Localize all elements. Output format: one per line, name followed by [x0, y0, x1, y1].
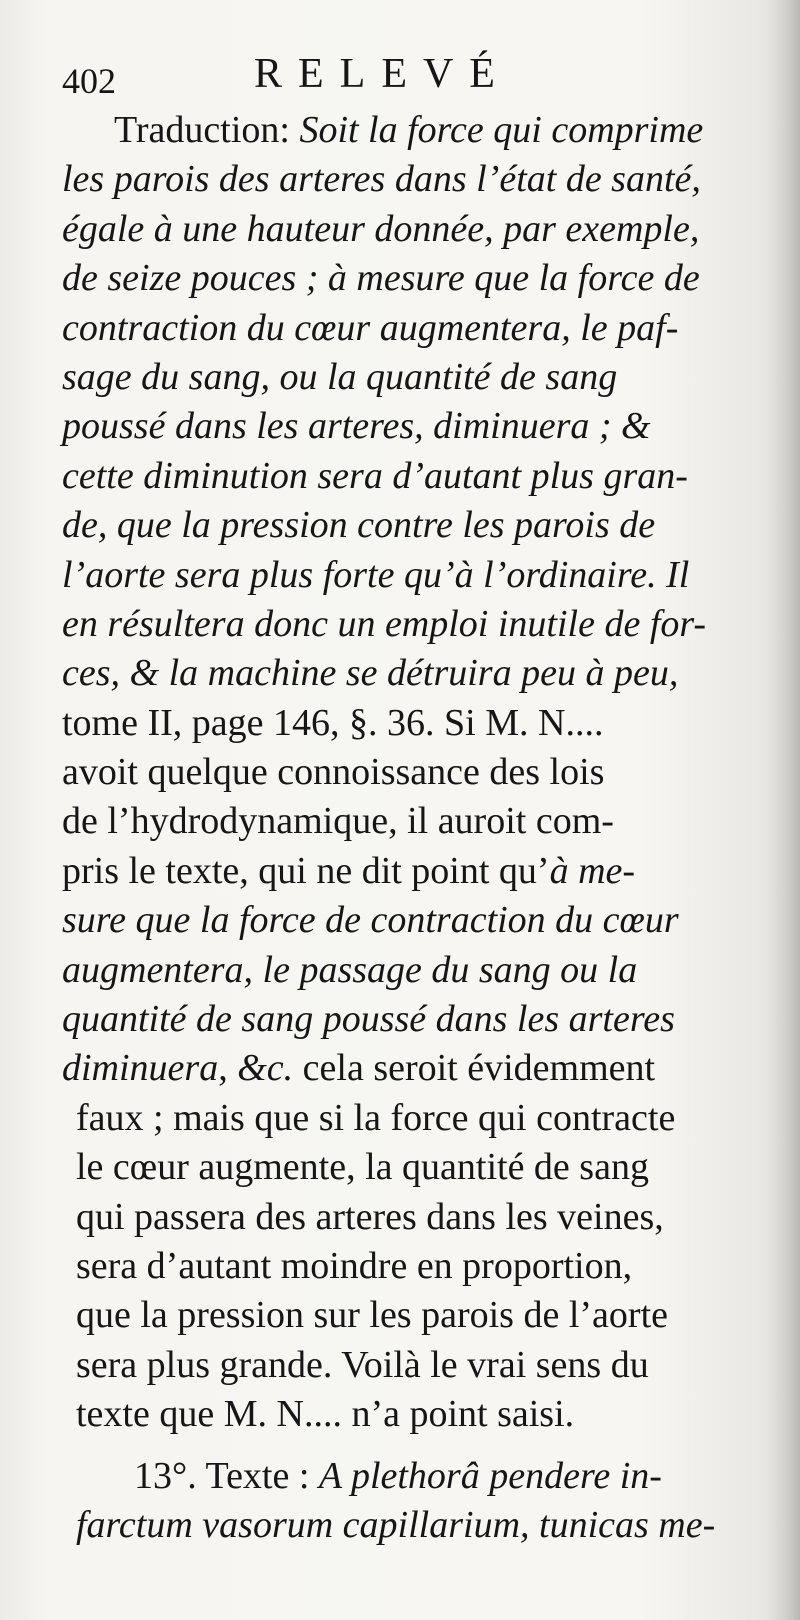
italic-text-segment: l’aorte sera plus forte qu’à l’ordinaire. Il — [62, 553, 690, 596]
italic-text-segment: de seize pouces ; à mesure que la force de — [62, 257, 700, 300]
italic-text-segment: farctum vasorum capillarium, tunicas me- — [76, 1503, 716, 1546]
roman-text-segment: , — [218, 1047, 238, 1090]
italic-text-segment: A plethorâ pendere in- — [318, 1454, 662, 1497]
italic-text-segment: Soit la force qui comprime — [299, 109, 704, 151]
text-line — [62, 1291, 782, 1340]
italic-text-segment: &c. — [237, 1047, 294, 1090]
roman-text-segment: de l’hydrodynamique, il auroit com- — [62, 800, 614, 843]
italic-text-segment: égale à une hauteur donnée, par exemple, — [62, 207, 700, 250]
text-line — [62, 304, 782, 353]
italic-text-segment: à me- — [549, 849, 636, 892]
roman-text-segment: pris le texte, qui ne dit point qu’ — [62, 849, 550, 892]
text-line — [62, 847, 782, 896]
roman-text-segment: 13°. Texte : — [134, 1454, 319, 1497]
italic-text-segment: de, que la pression contre les parois de — [62, 504, 656, 547]
text-line — [62, 896, 782, 945]
roman-text-segment: Traduction: — [114, 109, 300, 151]
italic-text-segment: sure que la force de contraction du cœur — [62, 899, 679, 942]
italic-text-segment: poussé dans les arteres, diminuera ; & — [62, 405, 651, 448]
roman-text-segment: avoit quelque connoissance des lois — [62, 751, 605, 794]
text-line — [62, 106, 782, 155]
text-line — [62, 353, 782, 402]
text-line — [62, 1143, 782, 1192]
text-line — [62, 1193, 782, 1242]
text-line — [62, 946, 782, 995]
roman-text-segment: sera plus grande. Voilà le vrai sens du — [76, 1343, 649, 1386]
running-title: RELEVÉ — [254, 51, 511, 97]
roman-text-segment: sera d’autant moindre en proportion, — [76, 1244, 633, 1287]
text-line — [62, 551, 782, 600]
italic-text-segment: les parois des arteres dans l’état de santé, — [62, 158, 701, 201]
paragraph-gap — [62, 1440, 782, 1452]
italic-text-segment: sage du sang, ou la quantité de sang — [62, 355, 618, 398]
italic-text-segment: augmentera, le passage du sang ou la — [62, 948, 638, 991]
text-line — [62, 402, 782, 451]
text-line — [62, 1044, 782, 1093]
roman-text-segment: faux ; mais que si la force qui contracte — [76, 1096, 676, 1139]
text-line — [62, 1242, 782, 1291]
text-line — [62, 155, 782, 204]
text-line — [62, 1452, 782, 1501]
text-line — [62, 995, 782, 1044]
text-line — [62, 1501, 782, 1550]
italic-text-segment: quantité de sang poussé dans les arteres — [62, 998, 675, 1041]
roman-text-segment: texte que M. N.... n’a point saisi. — [76, 1393, 575, 1436]
text-line — [62, 748, 782, 797]
text-line — [62, 600, 782, 649]
text-line — [62, 501, 782, 550]
roman-text-segment: que la pression sur les parois de l’aorte — [76, 1294, 668, 1337]
text-line — [62, 205, 782, 254]
roman-text-segment: tome II, page 146, §. 36. Si M. N.... — [62, 701, 604, 744]
italic-text-segment: en résultera donc un emploi inutile de for- — [62, 602, 707, 645]
text-line — [62, 1094, 782, 1143]
text-line — [62, 452, 782, 501]
text-line — [62, 1341, 782, 1390]
italic-text-segment: diminuera — [62, 1047, 219, 1090]
body-text — [62, 106, 782, 1550]
text-line — [62, 797, 782, 846]
roman-text-segment: le cœur augmente, la quantité de sang — [76, 1146, 649, 1189]
italic-text-segment: ces, & la machine se détruira peu à peu, — [62, 652, 679, 695]
italic-text-segment: cette diminution sera d’autant plus gran- — [62, 454, 688, 497]
italic-text-segment: contraction du cœur augmentera, le paf- — [62, 306, 679, 349]
running-head — [62, 50, 740, 110]
roman-text-segment: cela seroit évidemment — [293, 1047, 656, 1090]
roman-text-segment: qui passera des arteres dans les veines, — [76, 1195, 664, 1238]
text-line — [62, 1390, 782, 1439]
text-line — [62, 254, 782, 303]
page-number: 402 — [62, 61, 116, 101]
text-line — [62, 699, 782, 748]
text-line — [62, 649, 782, 698]
